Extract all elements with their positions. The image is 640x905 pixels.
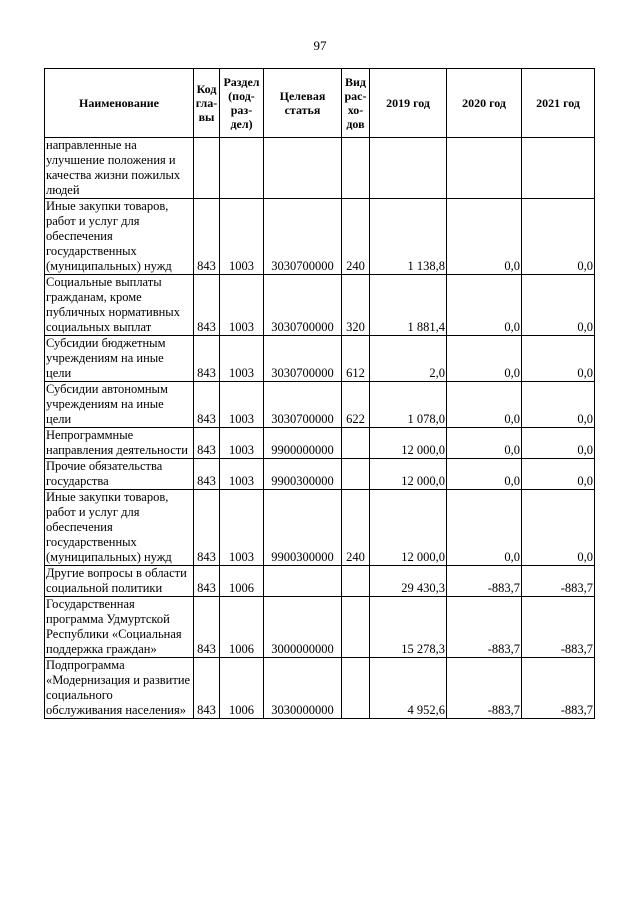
row-type: 612 xyxy=(342,336,370,382)
header-section: Раздел (под- раз- дел) xyxy=(220,69,264,138)
row-article: 3030700000 xyxy=(264,382,342,428)
row-chapter: 843 xyxy=(194,459,220,490)
header-2020: 2020 год xyxy=(447,69,522,138)
row-chapter: 843 xyxy=(194,597,220,658)
row-type: 320 xyxy=(342,275,370,336)
row-2020: -883,7 xyxy=(447,566,522,597)
header-type: Вид рас- хо- дов xyxy=(342,69,370,138)
table-row xyxy=(45,459,595,490)
table-row xyxy=(45,658,595,719)
row-section: 1003 xyxy=(220,199,264,275)
row-2021 xyxy=(522,138,595,199)
row-section: 1006 xyxy=(220,597,264,658)
row-2020: 0,0 xyxy=(447,490,522,566)
table-row xyxy=(45,428,595,459)
row-section xyxy=(220,138,264,199)
row-name: Государственная программа Удмуртской Республики «Социальная поддержка граждан» xyxy=(45,597,194,658)
row-name: Субсидии бюджетным учреждениям на иные цели xyxy=(45,336,194,382)
row-article: 9900300000 xyxy=(264,459,342,490)
row-type xyxy=(342,566,370,597)
row-2020: 0,0 xyxy=(447,382,522,428)
row-2019 xyxy=(370,138,447,199)
row-2019: 29 430,3 xyxy=(370,566,447,597)
row-2021: 0,0 xyxy=(522,428,595,459)
header-2019: 2019 год xyxy=(370,69,447,138)
row-article: 3000000000 xyxy=(264,597,342,658)
row-2021: -883,7 xyxy=(522,566,595,597)
row-2019: 1 881,4 xyxy=(370,275,447,336)
row-type: 240 xyxy=(342,490,370,566)
row-article xyxy=(264,138,342,199)
row-name: Прочие обязательства государства xyxy=(45,459,194,490)
row-2020: 0,0 xyxy=(447,336,522,382)
row-section: 1003 xyxy=(220,275,264,336)
header-article: Целевая статья xyxy=(264,69,342,138)
row-type xyxy=(342,138,370,199)
row-2019: 4 952,6 xyxy=(370,658,447,719)
row-chapter xyxy=(194,138,220,199)
row-2019: 15 278,3 xyxy=(370,597,447,658)
row-name: Иные закупки товаров, работ и услуг для обеспечения государственных (муниципальных) нужд xyxy=(45,490,194,566)
row-section: 1003 xyxy=(220,490,264,566)
table-header-row xyxy=(45,69,595,138)
row-2019: 12 000,0 xyxy=(370,490,447,566)
row-2020 xyxy=(447,138,522,199)
row-type xyxy=(342,428,370,459)
row-2019: 2,0 xyxy=(370,336,447,382)
row-2021: 0,0 xyxy=(522,382,595,428)
row-name: направленные на улучшение положения и качества жизни пожилых людей xyxy=(45,138,194,199)
row-2019: 1 078,0 xyxy=(370,382,447,428)
row-section: 1003 xyxy=(220,459,264,490)
table-row xyxy=(45,566,595,597)
row-2020: 0,0 xyxy=(447,199,522,275)
row-chapter: 843 xyxy=(194,336,220,382)
row-section: 1003 xyxy=(220,336,264,382)
table-row xyxy=(45,597,595,658)
row-chapter: 843 xyxy=(194,428,220,459)
row-chapter: 843 xyxy=(194,658,220,719)
row-chapter: 843 xyxy=(194,199,220,275)
row-chapter: 843 xyxy=(194,382,220,428)
row-type xyxy=(342,459,370,490)
row-chapter: 843 xyxy=(194,490,220,566)
row-article: 3030700000 xyxy=(264,336,342,382)
row-2020: -883,7 xyxy=(447,658,522,719)
row-type: 622 xyxy=(342,382,370,428)
row-chapter: 843 xyxy=(194,275,220,336)
row-2019: 1 138,8 xyxy=(370,199,447,275)
row-name: Другие вопросы в области социальной политики xyxy=(45,566,194,597)
row-type xyxy=(342,658,370,719)
row-section: 1006 xyxy=(220,658,264,719)
budget-table xyxy=(44,68,595,719)
row-section: 1003 xyxy=(220,382,264,428)
row-name: Иные закупки товаров, работ и услуг для обеспечения государственных (муниципальных) нужд xyxy=(45,199,194,275)
header-2021: 2021 год xyxy=(522,69,595,138)
row-section: 1006 xyxy=(220,566,264,597)
row-2021: -883,7 xyxy=(522,597,595,658)
row-2021: 0,0 xyxy=(522,490,595,566)
row-article xyxy=(264,566,342,597)
row-2021: 0,0 xyxy=(522,336,595,382)
row-2020: 0,0 xyxy=(447,459,522,490)
row-article: 9900300000 xyxy=(264,490,342,566)
row-article: 3030700000 xyxy=(264,199,342,275)
header-chapter: Код гла- вы xyxy=(194,69,220,138)
row-2021: -883,7 xyxy=(522,658,595,719)
row-article: 3030000000 xyxy=(264,658,342,719)
row-2019: 12 000,0 xyxy=(370,459,447,490)
row-name: Подпрограмма «Модернизация и развитие социального обслуживания населения» xyxy=(45,658,194,719)
row-name: Непрограммные направления деятельности xyxy=(45,428,194,459)
table-row xyxy=(45,138,595,199)
row-2021: 0,0 xyxy=(522,275,595,336)
row-2020: -883,7 xyxy=(447,597,522,658)
row-2020: 0,0 xyxy=(447,428,522,459)
row-type: 240 xyxy=(342,199,370,275)
row-2019: 12 000,0 xyxy=(370,428,447,459)
page-number: 97 xyxy=(313,38,327,53)
row-section: 1003 xyxy=(220,428,264,459)
table-row xyxy=(45,199,595,275)
row-chapter: 843 xyxy=(194,566,220,597)
row-article: 9900000000 xyxy=(264,428,342,459)
table-row xyxy=(45,382,595,428)
row-2021: 0,0 xyxy=(522,459,595,490)
table-row xyxy=(45,490,595,566)
row-article: 3030700000 xyxy=(264,275,342,336)
row-name: Социальные выплаты гражданам, кроме публичных нормативных социальных выплат xyxy=(45,275,194,336)
row-type xyxy=(342,597,370,658)
row-name: Субсидии автономным учреждениям на иные цели xyxy=(45,382,194,428)
row-2021: 0,0 xyxy=(522,199,595,275)
table-row xyxy=(45,336,595,382)
header-name: Наименование xyxy=(45,69,194,138)
table-row xyxy=(45,275,595,336)
row-2020: 0,0 xyxy=(447,275,522,336)
